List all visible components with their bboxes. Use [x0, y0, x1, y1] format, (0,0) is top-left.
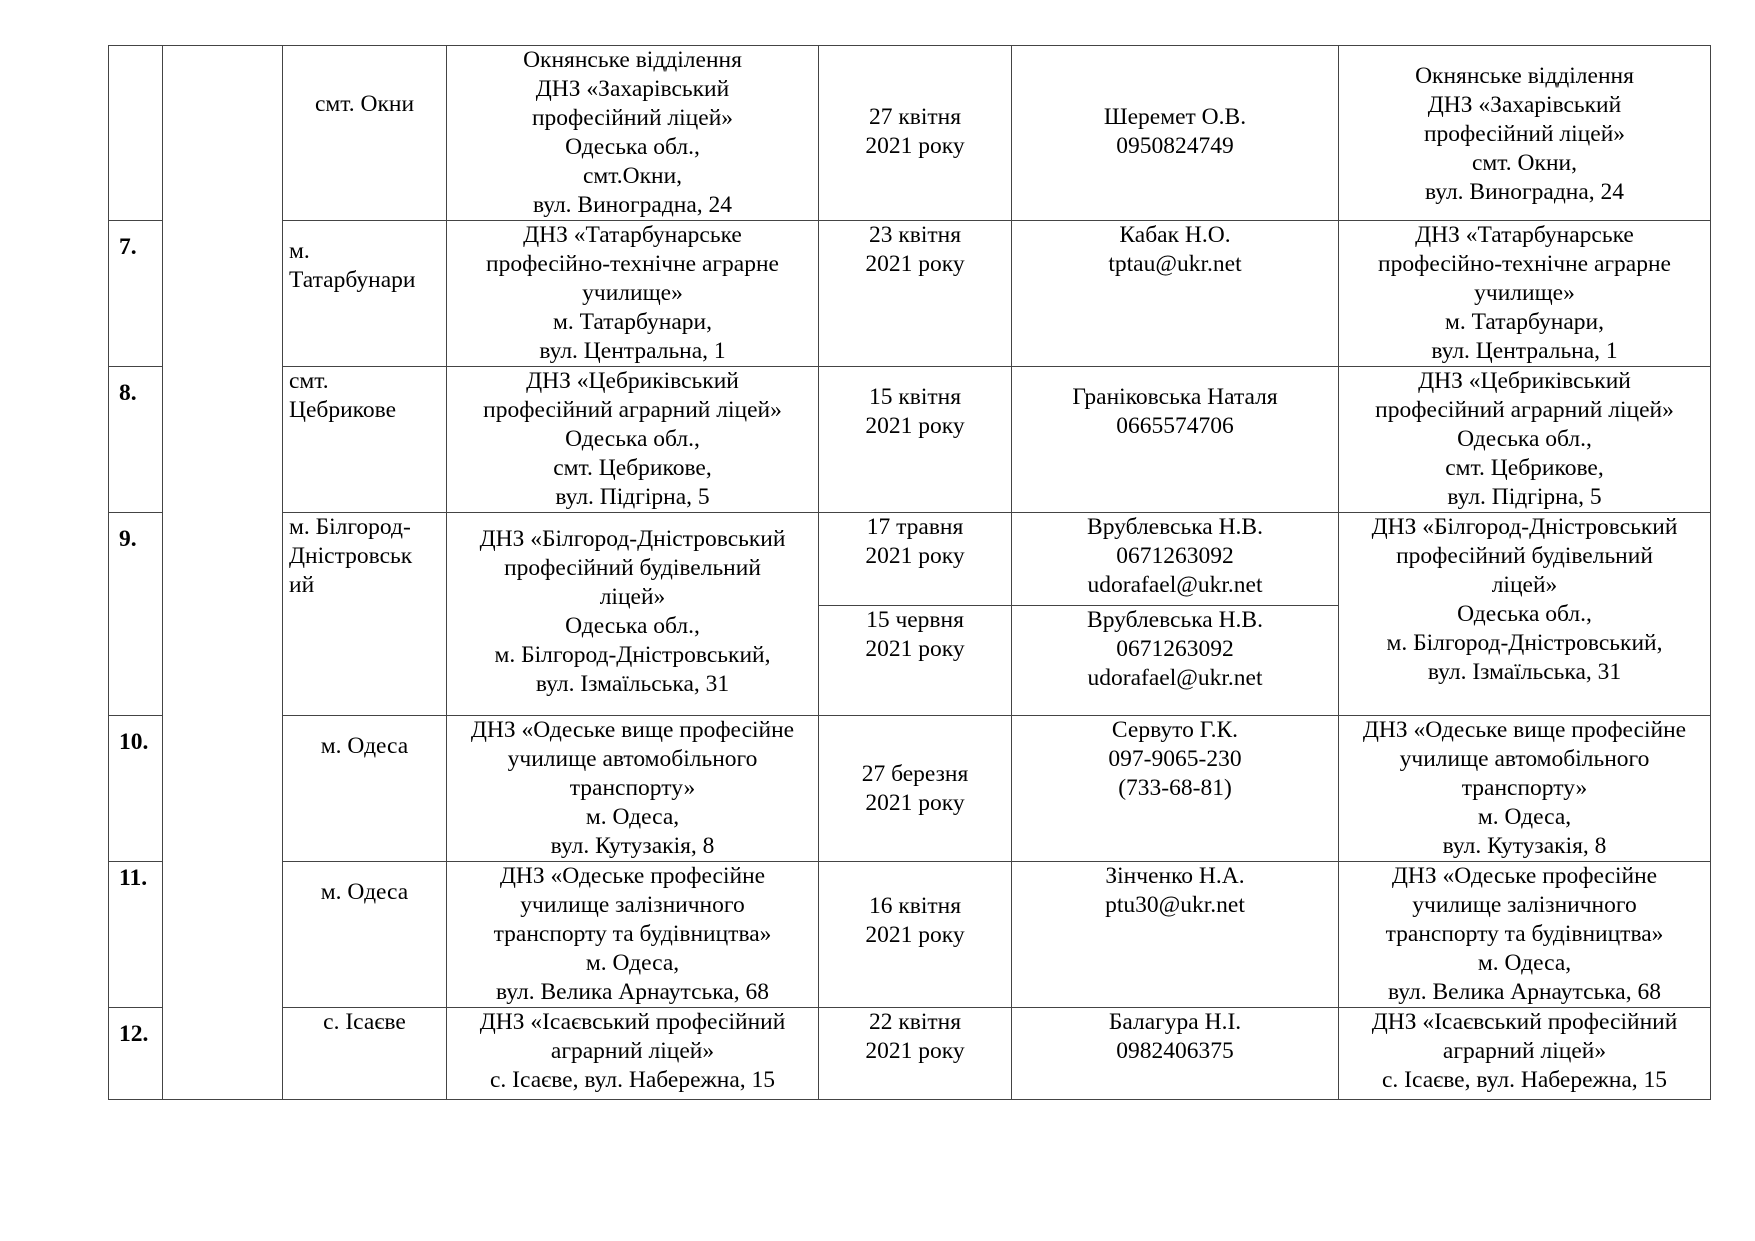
date-cell: 17 травня 2021 року — [819, 513, 1012, 606]
venue-cell: ДНЗ «Ісаєвський професійний аграрний ліцей» с. Ісаєве, вул. Набережна, 15 — [1339, 1008, 1711, 1100]
contact-cell: Шеремет О.В. 0950824749 — [1012, 46, 1339, 221]
institution-cell — [447, 513, 819, 716]
contact-cell: Граніковська Наталя 0665574706 — [1012, 367, 1339, 513]
contact-cell: Сервуто Г.К. 097-9065-230 (733-68-81) — [1012, 716, 1339, 862]
venue-cell: ДНЗ «Білгород-Дністровський професійний будівельний ліцей» Одеська обл., м. Білгород-Дністровський, вул. Ізмаїльська, 31 — [1339, 513, 1711, 716]
institution-cell: ДНЗ «Татарбунарське професійно-технічне аграрне училище» м. Татарбунари, вул. Центральна, 1 — [447, 221, 819, 367]
date-cell: 27 березня 2021 року — [819, 716, 1012, 862]
schedule-table — [108, 45, 1711, 1100]
venue-cell: ДНЗ «Татарбунарське професійно-технічне аграрне училище» м. Татарбунари, вул. Центральна, 1 — [1339, 221, 1711, 367]
settlement-cell: м. Татарбунари — [283, 221, 447, 367]
date-cell: 22 квітня 2021 року — [819, 1008, 1012, 1100]
venue-cell: Окнянське відділення ДНЗ «Захарівський професійний ліцей» смт. Окни, вул. Виноградна, 24 — [1339, 46, 1711, 221]
table-row — [109, 513, 1711, 606]
institution-cell: Окнянське відділення ДНЗ «Захарівський професійний ліцей» Одеська обл., смт.Окни, вул. Виноградна, 24 — [447, 46, 819, 221]
contact-cell: Балагура Н.І. 0982406375 — [1012, 1008, 1339, 1100]
settlement-cell: с. Ісаєве — [283, 1008, 447, 1100]
settlement-cell: м. Білгород- Дністровськ ий — [283, 513, 447, 716]
row-number — [109, 46, 163, 221]
table-row — [109, 862, 1711, 1008]
row-number: 8. — [109, 367, 163, 513]
settlement-cell: смт. Окни — [283, 46, 447, 221]
settlement-cell: смт. Цебрикове — [283, 367, 447, 513]
venue-cell: ДНЗ «Одеське професійне училище залізничного транспорту та будівництва» м. Одеса, вул. Велика Арнаутська, 68 — [1339, 862, 1711, 1008]
contact-cell: Врублевська Н.В. 0671263092 udorafael@ukr.net — [1012, 513, 1339, 606]
contact-cell: Кабак Н.О. tptau@ukr.net — [1012, 221, 1339, 367]
institution-cell: ДНЗ «Ісаєвський професійний аграрний ліцей» с. Ісаєве, вул. Набережна, 15 — [447, 1008, 819, 1100]
institution-name: ДНЗ «Білгород-Дністровський професійний будівельний ліцей» — [479, 526, 786, 610]
contact-cell: Врублевська Н.В. 0671263092 udorafael@ukr.net — [1012, 606, 1339, 716]
table-row — [109, 46, 1711, 221]
institution-cell: ДНЗ «Цебриківський професійний аграрний ліцей» Одеська обл., смт. Цебрикове, вул. Підгірна, 5 — [447, 367, 819, 513]
table-row — [109, 716, 1711, 862]
table-row — [109, 367, 1711, 513]
institution-address: Одеська обл., м. Білгород-Дністровський, вул. Ізмаїльська, 31 — [494, 613, 771, 697]
institution-cell: ДНЗ «Одеське вище професійне училище автомобільного транспорту» м. Одеса, вул. Кутузакія, 8 — [447, 716, 819, 862]
contact-cell: Зінченко Н.А. ptu30@ukr.net — [1012, 862, 1339, 1008]
row-number: 7. — [109, 221, 163, 367]
date-cell: 16 квітня 2021 року — [819, 862, 1012, 1008]
venue-cell: ДНЗ «Одеське вище професійне училище автомобільного транспорту» м. Одеса, вул. Кутузакія, 8 — [1339, 716, 1711, 862]
date-cell: 15 червня 2021 року — [819, 606, 1012, 716]
venue-cell: ДНЗ «Цебриківський професійний аграрний ліцей» Одеська обл., смт. Цебрикове, вул. Підгірна, 5 — [1339, 367, 1711, 513]
settlement-cell: м. Одеса — [283, 716, 447, 862]
row-number: 9. — [109, 513, 163, 716]
date-cell: 15 квітня 2021 року — [819, 367, 1012, 513]
row-number: 11. — [109, 862, 163, 1008]
settlement-cell: м. Одеса — [283, 862, 447, 1008]
date-cell: 27 квітня 2021 року — [819, 46, 1012, 221]
date-cell: 23 квітня 2021 року — [819, 221, 1012, 367]
table-row — [109, 1008, 1711, 1100]
institution-cell: ДНЗ «Одеське професійне училище залізничного транспорту та будівництва» м. Одеса, вул. Велика Арнаутська, 68 — [447, 862, 819, 1008]
row-number: 10. — [109, 716, 163, 862]
row-number: 12. — [109, 1008, 163, 1100]
table-row — [109, 221, 1711, 367]
region-cell — [163, 46, 283, 1100]
